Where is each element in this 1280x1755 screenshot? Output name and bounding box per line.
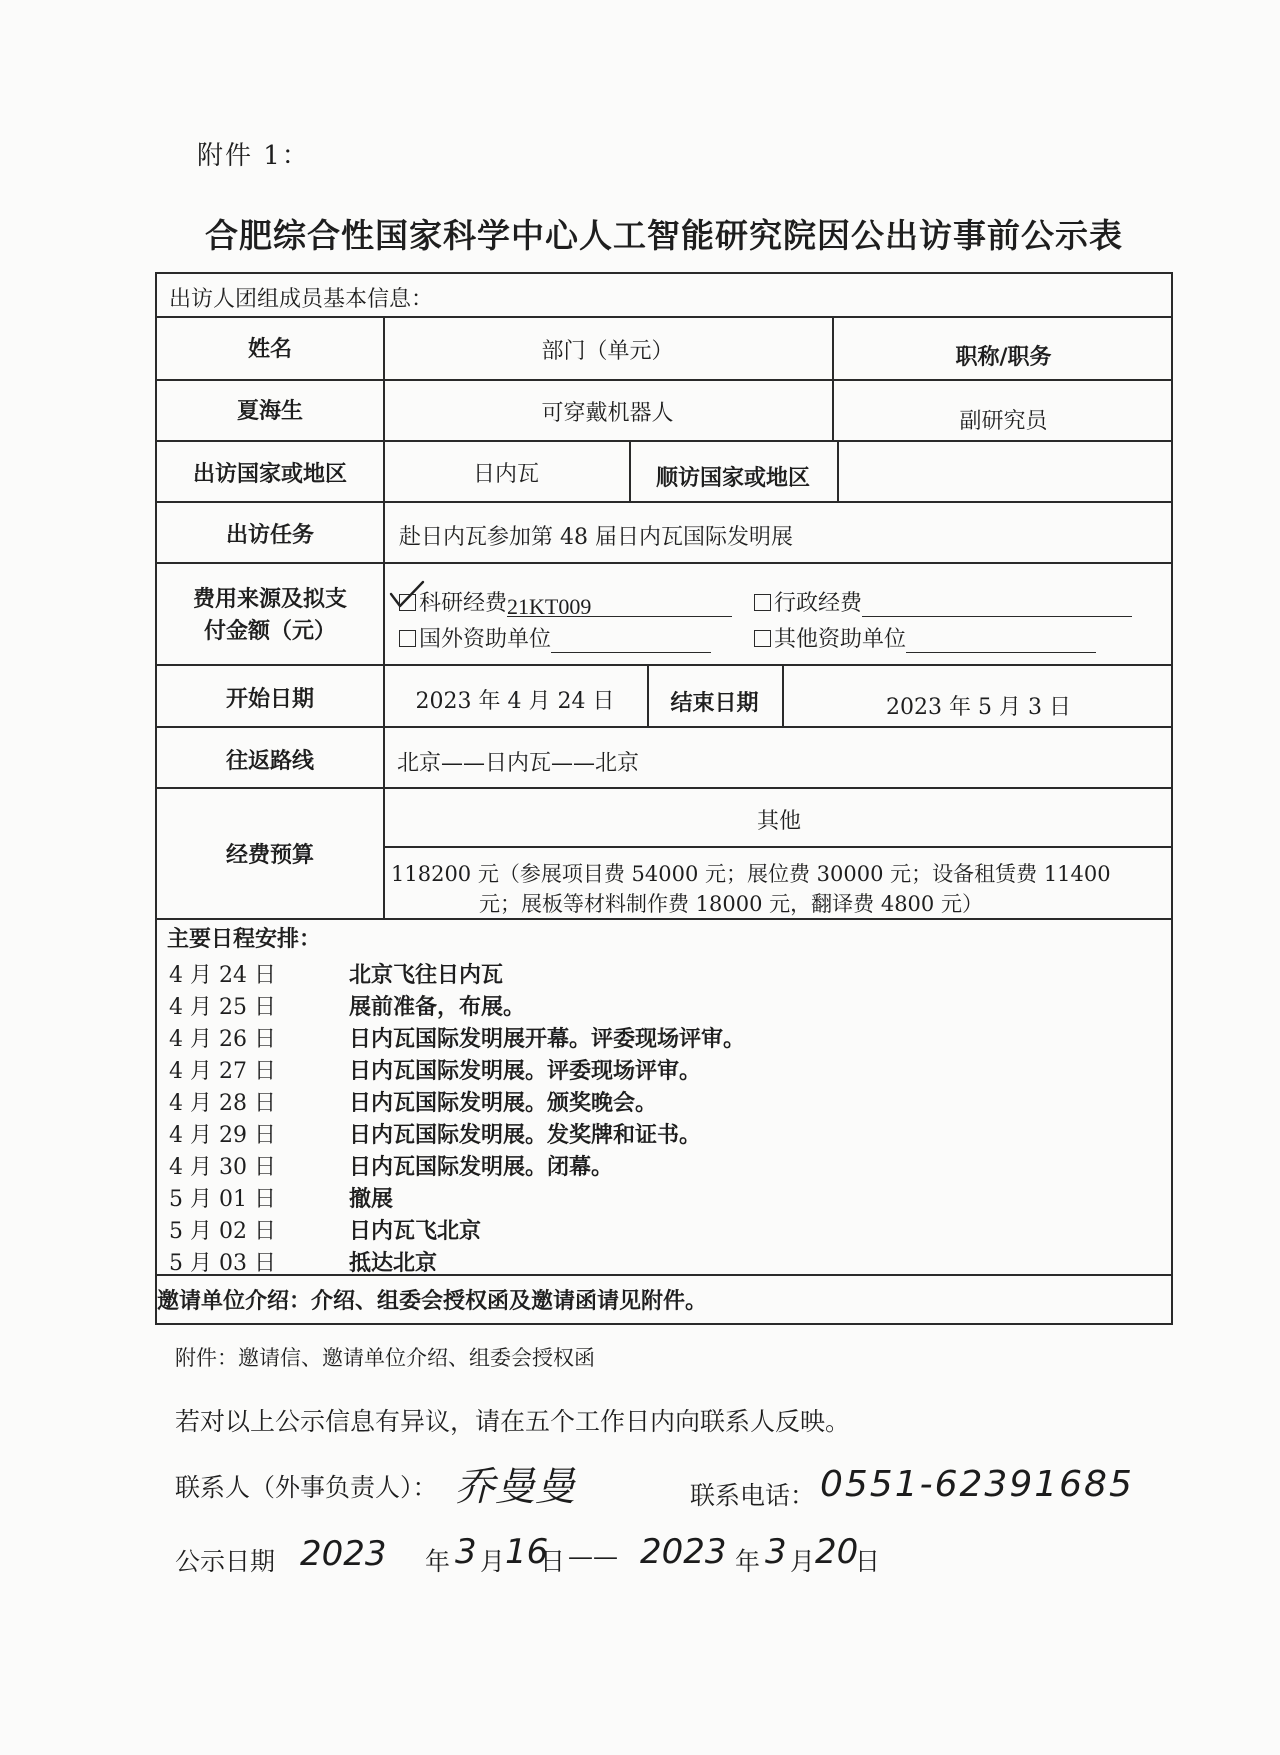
- publicity-start-day: 16: [505, 1532, 549, 1572]
- dept-header: 部门（单元）: [541, 339, 674, 364]
- task-label: 出访任务: [225, 523, 314, 548]
- document-title: 合肥综合性国家科学中心人工智能研究院因公出访事前公示表: [205, 216, 1123, 255]
- schedule-activity: 日内瓦国际发明展。评委现场评审。: [349, 1059, 702, 1084]
- member-name: 夏海生: [236, 399, 303, 424]
- admin-fund-checkbox[interactable]: [754, 594, 771, 611]
- foreign-fund-label: 国外资助单位: [419, 627, 552, 652]
- start-date-label: 开始日期: [225, 687, 314, 712]
- schedule-title: 主要日程安排：: [167, 927, 322, 952]
- publicity-month-char-1: 月: [480, 1547, 506, 1576]
- schedule-date: 4 月 30 日: [169, 1155, 276, 1180]
- schedule-activity: 日内瓦飞北京: [349, 1219, 482, 1244]
- schedule-activity: 日内瓦国际发明展。闭幕。: [349, 1155, 614, 1180]
- admin-fund-option[interactable]: [754, 586, 1132, 617]
- contact-label: 联系人（外事负责人）：: [175, 1473, 438, 1502]
- schedule-date: 5 月 02 日: [169, 1219, 276, 1244]
- route-label: 往返路线: [225, 749, 314, 774]
- publicity-label: 公示日期: [175, 1547, 276, 1576]
- research-fund-checkbox[interactable]: [399, 594, 416, 611]
- funding-label-line1: 费用来源及拟支: [192, 587, 347, 612]
- schedule-date: 4 月 24 日: [169, 963, 276, 988]
- objection-note: 若对以上公示信息有异议，请在五个工作日内向联系人反映。: [175, 1407, 851, 1436]
- invitation-info: 邀请单位介绍：介绍、组委会授权函及邀请函请见附件。: [157, 1289, 708, 1314]
- publicity-day-char-2: 日: [855, 1547, 881, 1576]
- budget-label: 经费预算: [225, 843, 314, 868]
- publicity-start-month: 3: [455, 1532, 477, 1572]
- country-label: 出访国家或地区: [192, 462, 347, 487]
- publicity-start-year: 2023: [300, 1534, 387, 1574]
- section-header: 出访人团组成员基本信息：: [169, 287, 434, 312]
- schedule-activity: 北京飞往日内瓦: [349, 963, 504, 988]
- foreign-fund-option[interactable]: [399, 622, 711, 653]
- end-date-label: 结束日期: [670, 691, 759, 716]
- schedule-date: 4 月 28 日: [169, 1091, 276, 1116]
- schedule-activity: 抵达北京: [349, 1251, 438, 1276]
- start-date-value: 2023 年 4 月 24 日: [415, 689, 615, 714]
- other-fund-checkbox[interactable]: [754, 630, 771, 647]
- other-fund-option[interactable]: [754, 622, 1096, 653]
- publicity-end-year: 2023: [640, 1532, 727, 1572]
- publicity-year-char-1: 年: [425, 1547, 451, 1576]
- admin-fund-label: 行政经费: [774, 591, 863, 616]
- publicity-dash: ——: [568, 1542, 618, 1571]
- transit-country-label: 顺访国家或地区: [655, 466, 810, 491]
- route-value: 北京——日内瓦——北京: [397, 751, 640, 776]
- position-header: 职称/职务: [955, 345, 1052, 370]
- publicity-end-day: 20: [815, 1532, 859, 1572]
- research-fund-label: 科研经费: [419, 591, 508, 616]
- attachments-note: 附件：邀请信、邀请单位介绍、组委会授权函: [175, 1346, 595, 1370]
- schedule-date: 4 月 27 日: [169, 1059, 276, 1084]
- publicity-year-char-2: 年: [735, 1547, 761, 1576]
- funding-label-line2: 付金额（元）: [203, 619, 336, 644]
- budget-detail-line1: 118200 元（参展项目费 54000 元；展位费 30000 元；设备租赁费 11400: [391, 862, 1111, 886]
- disclosure-form: [155, 272, 1173, 1325]
- schedule-activity: 日内瓦国际发明展。发奖牌和证书。: [349, 1123, 702, 1148]
- budget-detail-line2: 元；展板等材料制作费 18000 元，翻译费 4800 元）: [479, 892, 983, 916]
- publicity-month-char-2: 月: [790, 1547, 816, 1576]
- schedule-date: 4 月 29 日: [169, 1123, 276, 1148]
- schedule-activity: 展前准备，布展。: [349, 995, 526, 1020]
- schedule-activity: 日内瓦国际发明展。颁奖晚会。: [349, 1091, 658, 1116]
- foreign-fund-checkbox[interactable]: [399, 630, 416, 647]
- budget-category: 其他: [756, 809, 801, 834]
- country-value: 日内瓦: [472, 462, 539, 487]
- phone-label: 联系电话：: [690, 1481, 816, 1510]
- schedule-date: 4 月 25 日: [169, 995, 276, 1020]
- name-header: 姓名: [247, 337, 292, 362]
- research-fund-code: 21KT009: [507, 594, 732, 617]
- task-value: 赴日内瓦参加第 48 届日内瓦国际发明展: [399, 525, 793, 550]
- research-fund-option[interactable]: [399, 586, 732, 617]
- publicity-day-char-1: 日: [540, 1547, 566, 1576]
- schedule-activity: 日内瓦国际发明展开幕。评委现场评审。: [349, 1027, 746, 1052]
- schedule-date: 4 月 26 日: [169, 1027, 276, 1052]
- end-date-value: 2023 年 5 月 3 日: [886, 695, 1071, 720]
- schedule-date: 5 月 01 日: [169, 1187, 276, 1212]
- schedule-date: 5 月 03 日: [169, 1251, 276, 1276]
- publicity-end-month: 3: [765, 1532, 787, 1572]
- phone-number: 0551-62391685: [820, 1464, 1134, 1505]
- member-dept: 可穿戴机器人: [541, 401, 674, 426]
- schedule-activity: 撤展: [349, 1187, 394, 1212]
- other-fund-label: 其他资助单位: [774, 627, 907, 652]
- attachment-label: 附件 1：: [197, 141, 310, 171]
- contact-name-signature: 乔曼曼: [455, 1464, 575, 1510]
- member-position: 副研究员: [959, 409, 1048, 434]
